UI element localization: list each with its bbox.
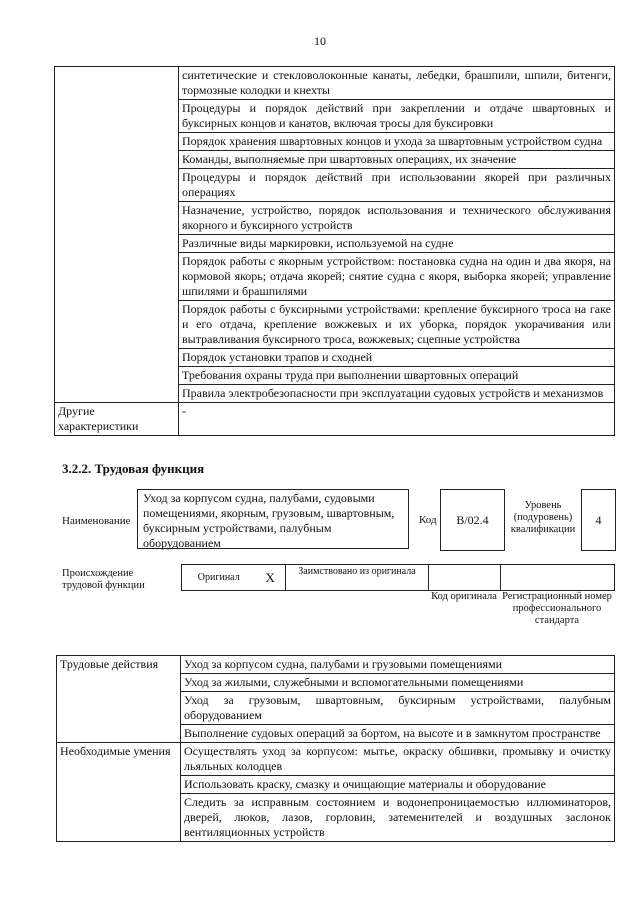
name-label: Наименование xyxy=(62,515,131,527)
function-code-box: B/02.4 xyxy=(440,489,505,551)
skill-item: Следить за исправным состоянием и водонепроницаемостью иллюминаторов, дверей, люков, лазов, горловин, затеменителей и воздушных заслонок вентиляционных устройств xyxy=(181,794,615,842)
labor-action-item: Выполнение судовых операций за бортом, на высоте и в замкнутом пространстве xyxy=(181,725,615,743)
knowledge-item: синтетические и стекловолоконные канаты, лебедки, брашпили, шпили, битенги, тормозные колодки и кнехты xyxy=(179,67,615,100)
borrowed-cell: Заимствовано из оригинала xyxy=(286,565,429,591)
labor-action-item: Уход за грузовым, швартовным, буксирным устройствами, палубным оборудованием xyxy=(181,692,615,725)
labor-action-item: Уход за жилыми, служебными и вспомогательными помещениями xyxy=(181,674,615,692)
level-box: 4 xyxy=(581,489,616,551)
level-label: Уровень (подуровень) квалификации xyxy=(510,500,576,535)
knowledge-item: Порядок установки трапов и сходней xyxy=(179,349,615,367)
knowledge-item: Порядок работы с буксирными устройствами: крепление буксирного троса на гаке и его отдача, крепление вожжевых и их уборка, порядок укорачивания или вытравливания буксирного троса, вожжевых; сцепные устройства xyxy=(179,301,615,349)
knowledge-item: Процедуры и порядок действий при закреплении и отдаче швартовных и буксирных концов и канатов, включая тросы для буксировки xyxy=(179,100,615,133)
code-label: Код xyxy=(419,514,437,526)
knowledge-table xyxy=(54,66,615,436)
knowledge-item: Порядок хранения швартовных концов и ухода за швартовным устройством судна xyxy=(179,133,615,151)
table-row xyxy=(57,656,615,674)
table-row xyxy=(55,67,615,100)
knowledge-item: Требования охраны труда при выполнении швартовных операций xyxy=(179,367,615,385)
reg-number-cell xyxy=(501,565,615,591)
function-details-table xyxy=(56,655,615,842)
labor-action-item: Уход за корпусом судна, палубами и грузовыми помещениями xyxy=(181,656,615,674)
original-mark: X xyxy=(256,565,286,591)
knowledge-item: Порядок работы с якорным устройством: постановка судна на один и два якоря, на кормовой якорь; отдача якорей; снятие судна с якоря, выборка якорей; управление шпилями и брашпилями xyxy=(179,253,615,301)
knowledge-item: Правила электробезопасности при эксплуатации судовых устройств и механизмов xyxy=(179,385,615,403)
page-number: 10 xyxy=(314,34,326,48)
origin-label: Происхождение трудовой функции xyxy=(62,568,145,591)
required-skills-label: Необходимые умения xyxy=(57,743,181,842)
skill-item: Осуществлять уход за корпусом: мытье, окраску обшивки, промывку и очистку льяльных колодцев xyxy=(181,743,615,776)
knowledge-item: Назначение, устройство, порядок использования и технического обслуживания якорного и буксирного устройств xyxy=(179,202,615,235)
reg-number-caption: Регистрационный номер профессионального стандарта xyxy=(502,591,612,626)
section-title: 3.2.2. Трудовая функция xyxy=(62,461,205,476)
table-row xyxy=(57,743,615,776)
code-original-caption: Код оригинала xyxy=(431,591,497,602)
left-label-cell xyxy=(55,67,179,403)
knowledge-item: Процедуры и порядок действий при использовании якорей при различных операциях xyxy=(179,169,615,202)
labor-actions-label: Трудовые действия xyxy=(57,656,181,743)
table-row xyxy=(55,403,615,436)
code-original-cell xyxy=(429,565,501,591)
knowledge-item: Команды, выполняемые при швартовных операциях, их значение xyxy=(179,151,615,169)
origin-table xyxy=(181,564,615,591)
original-cell: Оригинал xyxy=(182,565,256,591)
knowledge-item: Различные виды маркировки, используемой на судне xyxy=(179,235,615,253)
other-characteristics-value: - xyxy=(179,403,615,436)
other-characteristics-label: Другие характеристики xyxy=(55,403,179,436)
skill-item: Использовать краску, смазку и очищающие материалы и оборудование xyxy=(181,776,615,794)
function-name-box: Уход за корпусом судна, палубами, судовыми помещениями, якорным, грузовым, швартовным, буксирным устройствами, палубным оборудованием xyxy=(137,489,409,549)
